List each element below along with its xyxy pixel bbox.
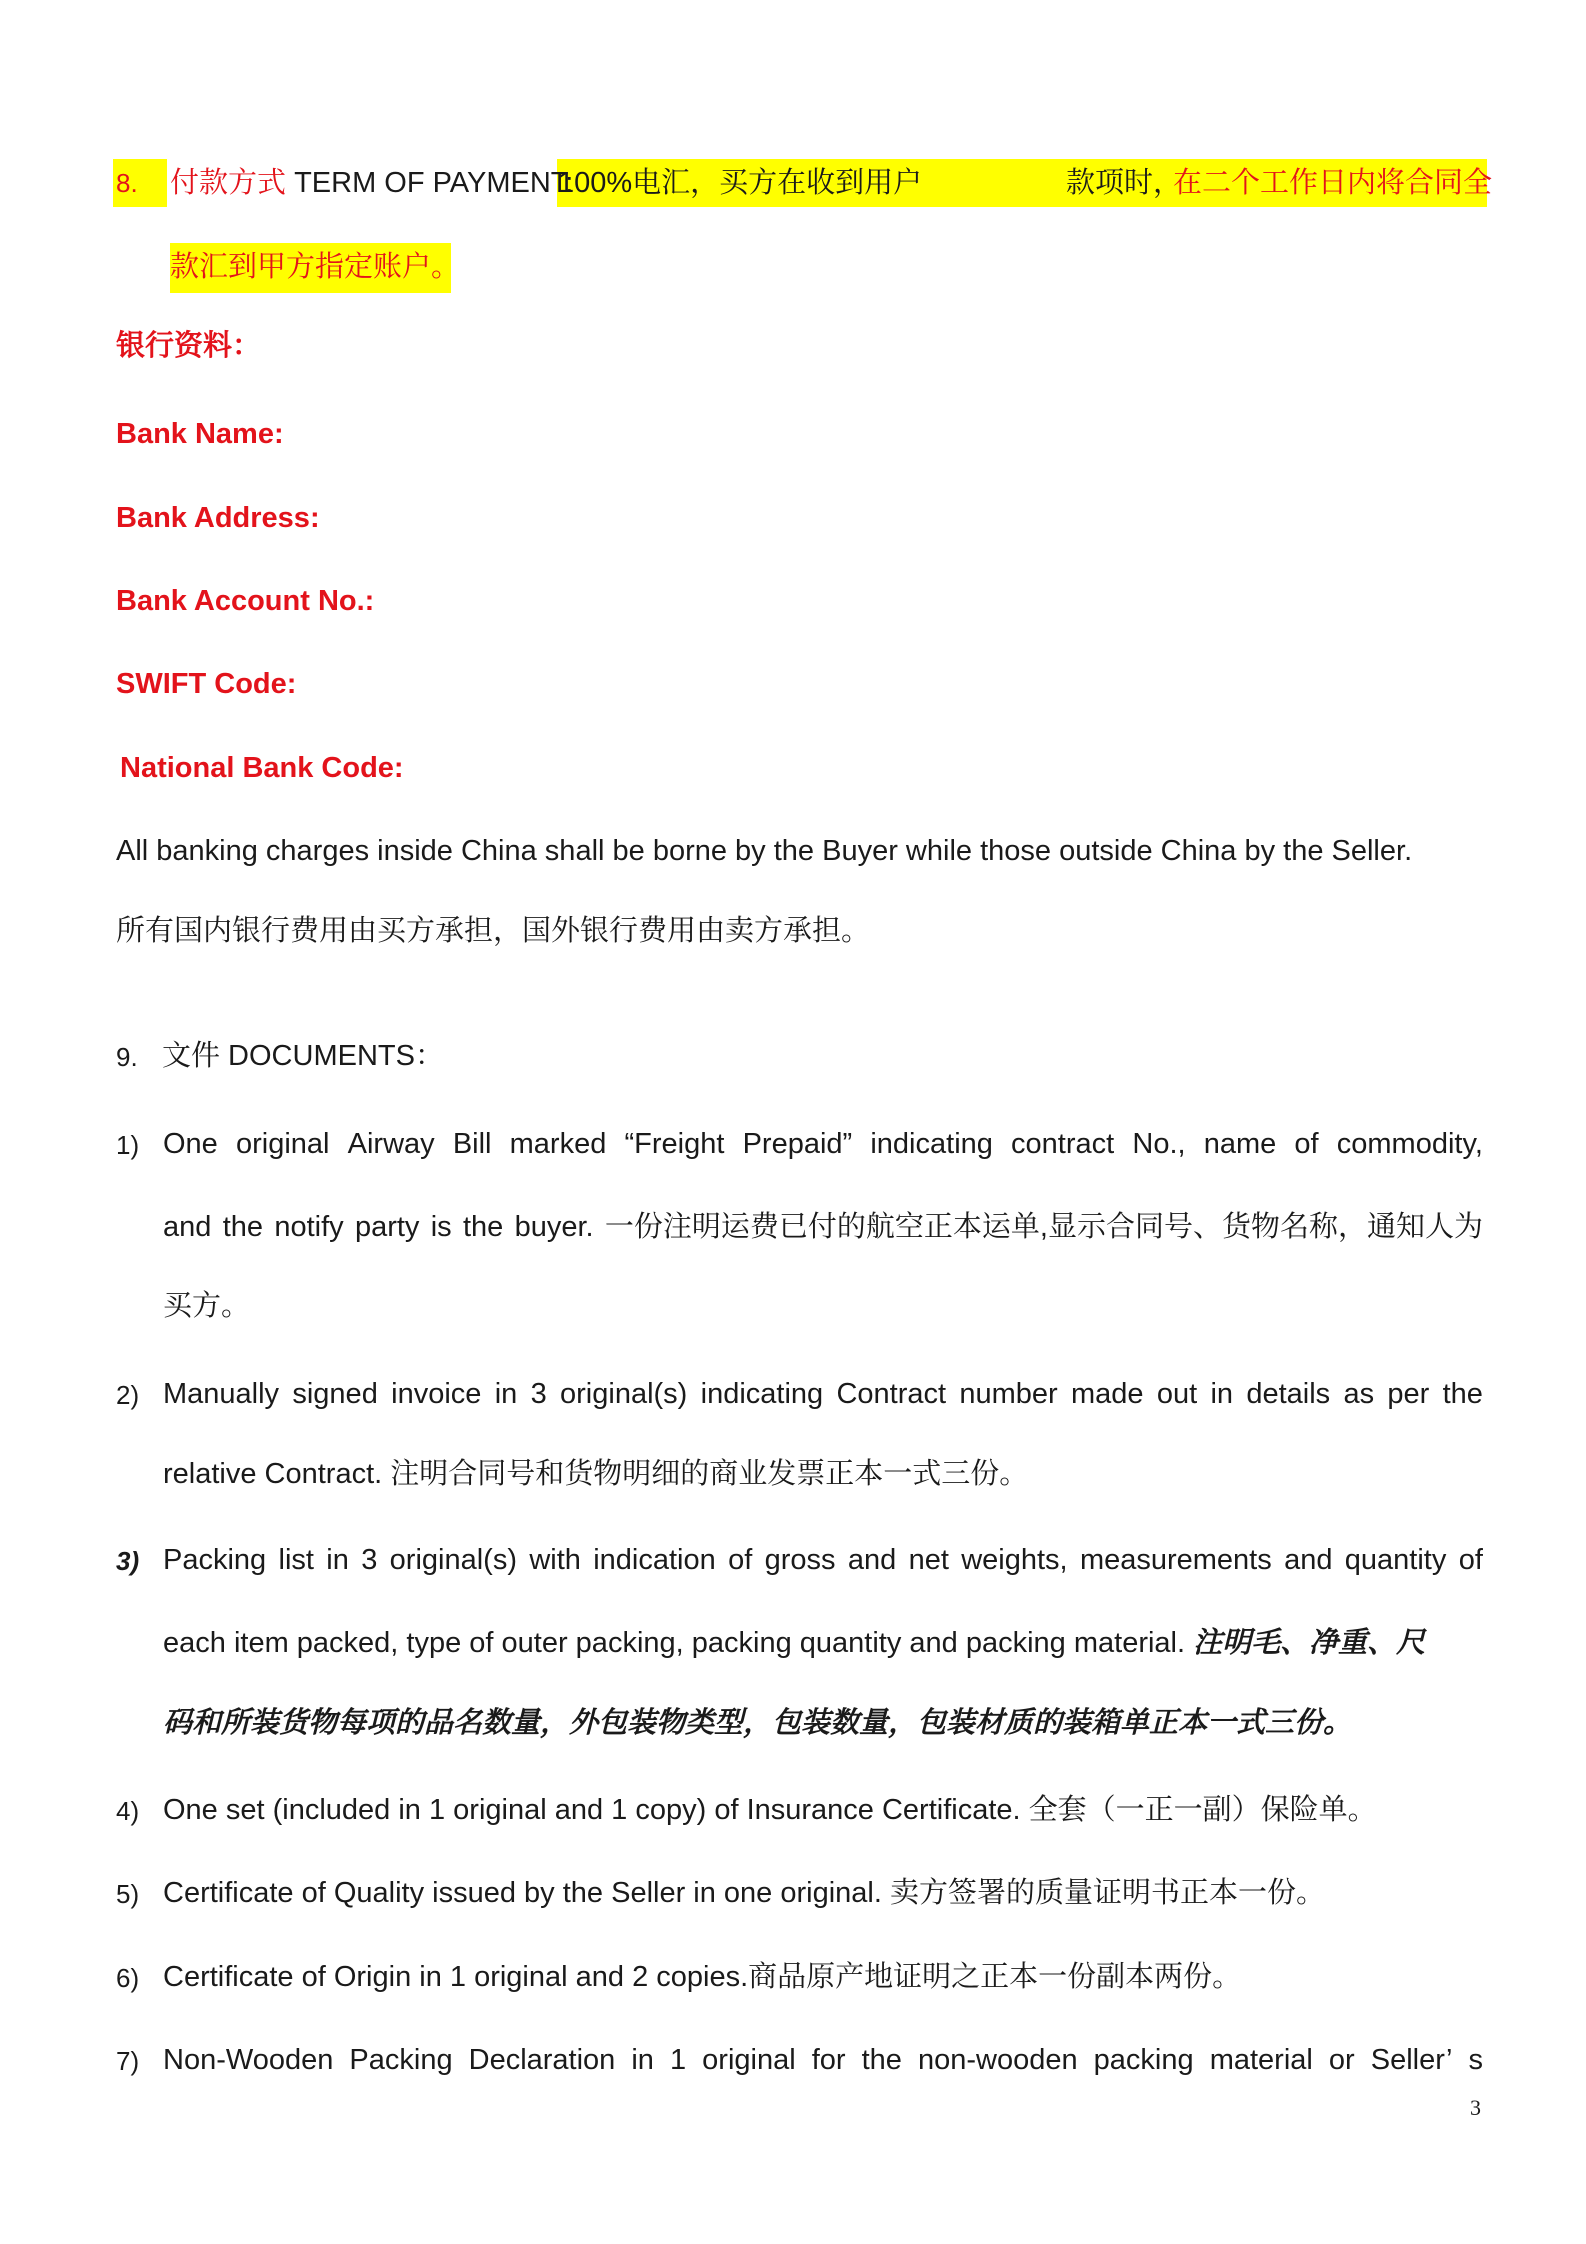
- item-5-number: 5): [116, 1879, 140, 1909]
- word: is: [430, 1211, 452, 1243]
- item-6-line1: Certificate of Origin in 1 original and 2 copies.商品原产地证明之正本一份副本两份。: [163, 1961, 1242, 1993]
- bank-address-label: Bank Address:: [116, 502, 320, 534]
- word: contract: [1011, 1128, 1115, 1160]
- item-3-line2-en: each item packed, type of outer packing, packing quantity and packing material.: [163, 1627, 1194, 1659]
- word: notify: [274, 1211, 344, 1243]
- national-bank-code-label: National Bank Code:: [120, 752, 404, 784]
- word: Seller’: [1370, 2044, 1453, 2076]
- charges-cn: 所有国内银行费用由买方承担，国外银行费用由卖方承担。: [116, 915, 871, 947]
- word: buyer.: [514, 1211, 594, 1243]
- swift-code-label: SWIFT Code:: [116, 668, 297, 700]
- word: indicating: [870, 1128, 993, 1160]
- word: made: [1071, 1378, 1144, 1410]
- item-1-line3: 买方。: [163, 1290, 251, 1322]
- word: the: [1442, 1378, 1483, 1410]
- charges-en: All banking charges inside China shall be borne by the Buyer while those outside China by the Seller.: [116, 835, 1413, 867]
- word: 1: [669, 2044, 687, 2076]
- word: 3: [361, 1544, 378, 1576]
- item-4-line1: One set (included in 1 original and 1 copy) of Insurance Certificate. 全套（一正一副）保险单。: [163, 1794, 1377, 1826]
- word: packing: [1093, 2044, 1194, 2076]
- section-8-terms-line2: 款汇到甲方指定账户。: [170, 251, 461, 283]
- page-number: 3: [1470, 2095, 1481, 2120]
- section-8-terms-c: 在二个工作日内将合同全: [1173, 167, 1493, 199]
- section-9-number: 9.: [116, 1042, 138, 1072]
- word: in: [631, 2044, 654, 2076]
- word: gross: [764, 1544, 836, 1576]
- word: name: [1203, 1128, 1277, 1160]
- item-1-number: 1): [116, 1130, 140, 1160]
- word: quantity: [1344, 1544, 1447, 1576]
- word: of: [1294, 1128, 1319, 1160]
- word: original(s): [389, 1544, 517, 1576]
- word: non-wooden: [917, 2044, 1078, 2076]
- item-5-line1: Certificate of Quality issued by the Seller in one original. 卖方签署的质量证明书正本一份。: [163, 1877, 1325, 1909]
- item-6-number: 6): [116, 1963, 140, 1993]
- word: with: [529, 1544, 581, 1576]
- word: measurements: [1079, 1544, 1272, 1576]
- bank-account-label: Bank Account No.:: [116, 585, 375, 617]
- word: in: [1210, 1378, 1234, 1410]
- word: material: [1209, 2044, 1313, 2076]
- word: 3: [530, 1378, 547, 1410]
- word: and: [163, 1211, 212, 1243]
- item-3-line2: [163, 1623, 1425, 1663]
- section-8-title-cn: 付款方式: [170, 167, 287, 199]
- item-1-line2: [163, 1207, 1483, 1247]
- word: Manually: [163, 1378, 280, 1410]
- item-7-number: 7): [116, 2046, 140, 2076]
- item-1-line1: [163, 1124, 1483, 1164]
- word: No.,: [1132, 1128, 1186, 1160]
- word: Packing: [163, 1544, 267, 1576]
- word: Contract: [836, 1378, 947, 1410]
- item-2-number: 2): [116, 1380, 140, 1410]
- word: and: [847, 1544, 897, 1576]
- word: Prepaid”: [742, 1128, 853, 1160]
- word: in: [326, 1544, 349, 1576]
- section-8-title-en: TERM OF PAYMENT:: [286, 167, 574, 199]
- word: original: [702, 2044, 796, 2076]
- item-3-line2-cn: 注明毛、净重、尺: [1193, 1627, 1426, 1659]
- word: party: [354, 1211, 420, 1243]
- bank-name-label: Bank Name:: [116, 418, 284, 450]
- word: and: [1284, 1544, 1333, 1576]
- item-7-line1: [163, 2040, 1483, 2080]
- word: One: [163, 1128, 218, 1160]
- word: the: [861, 2044, 902, 2076]
- word: Packing: [349, 2044, 453, 2076]
- section-8-terms-a: 100%电汇，买方在收到用户: [558, 167, 923, 199]
- word: or: [1328, 2044, 1355, 2076]
- word: marked: [509, 1128, 607, 1160]
- section-9-title: 文件 DOCUMENTS：: [162, 1040, 444, 1072]
- section-8-line1: [170, 163, 573, 203]
- word: for: [811, 2044, 846, 2076]
- item-2-line1: [163, 1374, 1483, 1414]
- word: of: [1458, 1544, 1483, 1576]
- word: as: [1343, 1378, 1375, 1410]
- word: out: [1156, 1378, 1198, 1410]
- word: s: [1468, 2044, 1483, 2076]
- word: “Freight: [624, 1128, 725, 1160]
- word: invoice: [391, 1378, 482, 1410]
- item-3-line3: 码和所装货物每项的品名数量，外包装物类型，包装数量，包装材质的装箱单正本一式三份。: [163, 1707, 1353, 1739]
- word: the: [222, 1211, 264, 1243]
- word: number: [959, 1378, 1058, 1410]
- word: details: [1246, 1378, 1331, 1410]
- word: original(s): [560, 1378, 688, 1410]
- word: the: [462, 1211, 504, 1243]
- section-8-number: 8.: [116, 168, 138, 198]
- word: Declaration: [468, 2044, 616, 2076]
- item-3-line1: [163, 1540, 1483, 1580]
- item-4-number: 4): [116, 1796, 140, 1826]
- word: in: [494, 1378, 518, 1410]
- word: weights,: [961, 1544, 1068, 1576]
- item-3-number: 3): [116, 1546, 140, 1576]
- word: commodity,: [1336, 1128, 1483, 1160]
- word: indication: [593, 1544, 716, 1576]
- word: Airway: [347, 1128, 435, 1160]
- word: per: [1387, 1378, 1430, 1410]
- word: Bill: [452, 1128, 492, 1160]
- word: indicating: [700, 1378, 824, 1410]
- word: of: [728, 1544, 753, 1576]
- word: signed: [292, 1378, 378, 1410]
- word: 一份注明运费已付的航空正本运单,显示合同号、货物名称，通知人为: [604, 1211, 1483, 1243]
- word: original: [235, 1128, 330, 1160]
- word: list: [278, 1544, 314, 1576]
- item-2-line2: relative Contract. 注明合同号和货物明细的商业发票正本一式三份。: [163, 1458, 1029, 1490]
- word: Non-Wooden: [163, 2044, 334, 2076]
- bank-heading: 银行资料：: [116, 330, 262, 362]
- section-8-terms-b: 款项时，: [1066, 167, 1183, 199]
- word: net: [908, 1544, 949, 1576]
